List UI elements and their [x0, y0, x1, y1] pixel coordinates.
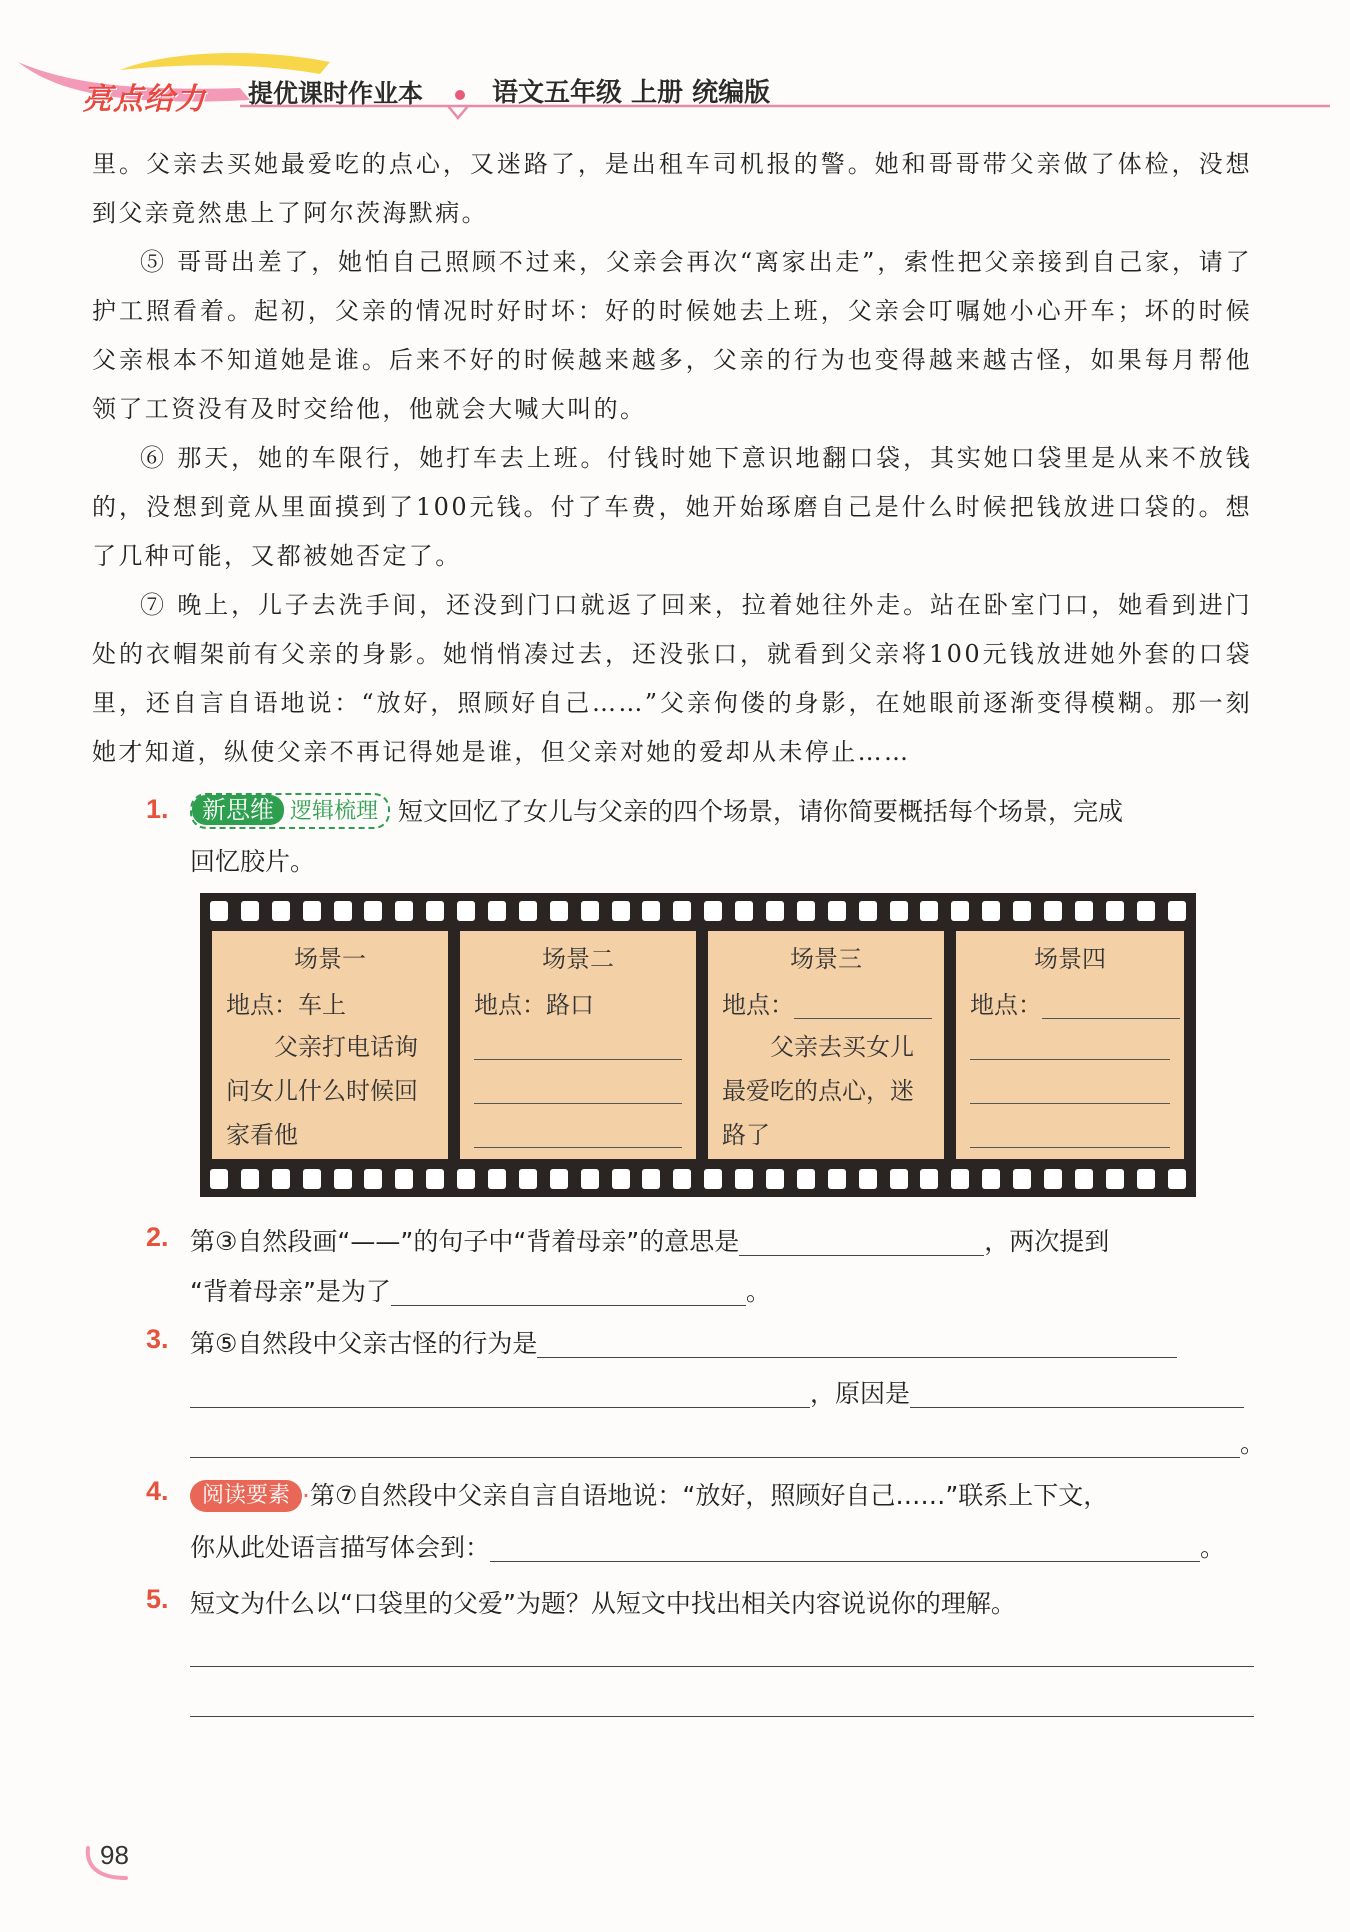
badge-main-label: 新思维 — [192, 795, 284, 825]
film-hole — [426, 901, 444, 921]
subject-title: 语文五年级 上册 统编版 — [492, 78, 771, 108]
answer-blank[interactable] — [739, 1229, 984, 1256]
film-hole — [982, 901, 1000, 921]
film-hole — [1075, 901, 1093, 921]
film-hole — [1106, 901, 1124, 921]
series-title: 提优课时作业本 — [248, 79, 424, 108]
question-text: 你从此处语言描写体会到： — [190, 1533, 491, 1562]
question-text: ，两次提到 — [984, 1227, 1110, 1256]
film-hole — [859, 1169, 877, 1189]
question-text: “背着母亲”是为了 — [190, 1277, 391, 1306]
film-hole — [581, 1169, 599, 1189]
badge-dot-icon: · — [302, 1481, 310, 1510]
question-4-line-1 — [190, 1476, 1108, 1512]
scene-title: 场景四 — [1034, 945, 1106, 973]
scene-frame-1 — [212, 931, 448, 1159]
question-text: 。 — [1240, 1429, 1266, 1458]
film-hole — [519, 901, 537, 921]
film-hole — [550, 1169, 568, 1189]
question-number: 1. — [146, 794, 169, 824]
scene-location: 地点： — [970, 991, 1042, 1019]
film-hole — [797, 901, 815, 921]
film-holes-bottom — [210, 1169, 1186, 1189]
question-text: 短文回忆了女儿与父亲的四个场景，请你简要概括每个场景，完成 — [397, 797, 1123, 826]
film-hole — [210, 1169, 228, 1189]
answer-line[interactable] — [474, 1059, 682, 1060]
question-text: 。 — [1200, 1533, 1226, 1562]
film-hole — [1044, 1169, 1062, 1189]
film-hole — [1168, 1169, 1186, 1189]
film-hole — [673, 1169, 691, 1189]
film-hole — [364, 1169, 382, 1189]
film-hole — [1106, 1169, 1124, 1189]
film-hole — [766, 901, 784, 921]
question-2-line-2 — [190, 1272, 771, 1308]
scene-content: 父亲去买女儿最爱吃的点心，迷路了 — [722, 1033, 914, 1149]
answer-blank[interactable] — [190, 1431, 1240, 1458]
answer-line[interactable] — [474, 1147, 682, 1148]
film-hole — [364, 901, 382, 921]
reading-passage — [92, 140, 1252, 777]
film-hole — [334, 901, 352, 921]
film-hole — [797, 1169, 815, 1189]
film-hole — [735, 901, 753, 921]
question-text: 短文为什么以“口袋里的父爱”为题？从短文中找出相关内容说说你的理解。 — [190, 1589, 1016, 1618]
film-hole — [828, 901, 846, 921]
film-hole — [241, 901, 259, 921]
film-hole — [982, 1169, 1000, 1189]
scene-location-row — [722, 985, 932, 1020]
question-number: 5. — [146, 1584, 169, 1614]
film-hole — [395, 901, 413, 921]
film-hole — [581, 901, 599, 921]
film-hole — [1137, 901, 1155, 921]
passage-paragraph-continued: 里。父亲去买她最爱吃的点心，又迷路了，是出租车司机报的警。她和哥哥带父亲做了体检，没想到父亲竟然患上了阿尔茨海默病。 — [92, 150, 1252, 227]
film-hole — [612, 1169, 630, 1189]
page-number: 98 — [100, 1840, 129, 1870]
answer-line[interactable] — [474, 1103, 682, 1104]
question-3-line-1 — [190, 1324, 1177, 1360]
film-hole — [1013, 1169, 1031, 1189]
film-hole — [951, 1169, 969, 1189]
film-hole — [1168, 901, 1186, 921]
question-text: 第⑤自然段中父亲古怪的行为是 — [190, 1329, 538, 1358]
film-hole — [1075, 1169, 1093, 1189]
film-hole — [704, 901, 722, 921]
scene-location: 地点：车上 — [226, 991, 346, 1019]
answer-line[interactable] — [190, 1716, 1254, 1717]
question-text: 。 — [745, 1277, 771, 1306]
film-hole — [519, 1169, 537, 1189]
film-hole — [890, 1169, 908, 1189]
film-hole — [210, 901, 228, 921]
film-hole — [1044, 901, 1062, 921]
answer-blank[interactable] — [537, 1331, 1177, 1358]
film-hole — [673, 901, 691, 921]
film-hole — [735, 1169, 753, 1189]
scene-frame-3 — [708, 931, 944, 1159]
question-2-line-1 — [190, 1222, 1109, 1258]
question-text: ，原因是 — [810, 1379, 911, 1408]
new-thinking-badge — [190, 793, 390, 829]
page-header — [0, 40, 1350, 130]
film-hole — [1013, 901, 1031, 921]
film-hole — [457, 1169, 475, 1189]
answer-line[interactable] — [970, 1059, 1170, 1060]
film-hole — [920, 901, 938, 921]
question-1-line-1 — [190, 792, 1123, 829]
scene-location: 地点： — [722, 991, 794, 1019]
passage-paragraph-6: ⑥ 那天，她的车限行，她打车去上班。付钱时她下意识地翻口袋，其实她口袋里是从来不放钱的，没想到竟从里面摸到了100元钱。付了车费，她开始琢磨自己是什么时候把钱放进口袋的。想了几种可能，又都被她否定了。 — [92, 444, 1252, 570]
reading-element-badge: 阅读要素 — [190, 1480, 302, 1512]
badge-sub-label: 逻辑梳理 — [290, 799, 379, 824]
passage-paragraph-7: ⑦ 晚上，儿子去洗手间，还没到门口就返了回来，拉着她往外走。站在卧室门口，她看到进门处的衣帽架前有父亲的身影。她悄悄凑过去，还没张口，就看到父亲将100元钱放进她外套的口袋里，还自言自语地说：“放好，照顾好自己……”父亲佝偻的身影，在她眼前逐渐变得模糊。那一刻她才知道，纵使父亲不再记得她是谁，但父亲对她的爱却从未停止…… — [92, 591, 1252, 766]
answer-line[interactable] — [970, 1147, 1170, 1148]
film-hole — [303, 1169, 321, 1189]
question-text: 第③自然段画“——”的句子中“背着母亲”的意思是 — [190, 1227, 740, 1256]
film-hole — [457, 901, 475, 921]
question-number: 4. — [146, 1476, 169, 1506]
film-hole — [488, 1169, 506, 1189]
location-blank[interactable] — [794, 994, 932, 1019]
film-hole — [828, 1169, 846, 1189]
scene-title: 场景三 — [790, 945, 862, 973]
film-hole — [395, 1169, 413, 1189]
film-hole — [303, 901, 321, 921]
question-3-line-3 — [190, 1424, 1265, 1460]
film-holes-top — [210, 901, 1186, 921]
film-hole — [241, 1169, 259, 1189]
answer-line[interactable] — [970, 1103, 1170, 1104]
film-hole — [1137, 1169, 1155, 1189]
passage-paragraph-5: ⑤ 哥哥出差了，她怕自己照顾不过来，父亲会再次“离家出走”，索性把父亲接到自己家，请了护工照看着。起初，父亲的情况时好时坏：好的时候她去上班，父亲会叮嘱她小心开车；坏的时候父亲根本不知道她是谁。后来不好的时候越来越多，父亲的行为也变得越来越古怪，如果每月帮他领了工资没有及时交给他，他就会大喊大叫的。 — [92, 248, 1252, 423]
answer-blank[interactable] — [391, 1279, 746, 1306]
film-hole — [272, 901, 290, 921]
scene-location-row — [970, 985, 1180, 1020]
question-number: 3. — [146, 1324, 169, 1354]
film-hole — [890, 901, 908, 921]
brand-logo-text: 亮点给力 — [82, 82, 206, 117]
film-hole — [488, 901, 506, 921]
answer-blank[interactable] — [910, 1381, 1244, 1408]
film-hole — [642, 901, 660, 921]
question-text-cont: 回忆胶片。 — [190, 847, 316, 876]
film-hole — [612, 901, 630, 921]
location-blank[interactable] — [1042, 994, 1180, 1019]
answer-blank[interactable] — [490, 1535, 1200, 1562]
scene-location: 地点：路口 — [474, 991, 594, 1019]
question-text: 第⑦自然段中父亲自言自语地说：“放好，照顾好自己……”联系上下文， — [309, 1481, 1109, 1510]
film-hole — [704, 1169, 722, 1189]
scene-frame-4 — [956, 931, 1184, 1159]
film-hole — [859, 901, 877, 921]
question-number: 2. — [146, 1222, 169, 1252]
film-hole — [766, 1169, 784, 1189]
memory-film-strip — [200, 893, 1196, 1197]
scene-title: 场景一 — [294, 945, 366, 973]
scene-content: 父亲打电话询问女儿什么时候回家看他 — [226, 1033, 418, 1149]
scene-title: 场景二 — [542, 945, 614, 973]
answer-blank[interactable] — [190, 1381, 810, 1408]
film-hole — [920, 1169, 938, 1189]
question-4-line-2 — [190, 1528, 1225, 1564]
question-3-line-2 — [190, 1374, 1244, 1410]
film-hole — [642, 1169, 660, 1189]
film-hole — [426, 1169, 444, 1189]
film-hole — [334, 1169, 352, 1189]
answer-line[interactable] — [190, 1666, 1254, 1667]
scene-frame-2 — [460, 931, 696, 1159]
header-dot-icon — [455, 90, 465, 100]
film-hole — [550, 901, 568, 921]
film-hole — [951, 901, 969, 921]
film-hole — [272, 1169, 290, 1189]
